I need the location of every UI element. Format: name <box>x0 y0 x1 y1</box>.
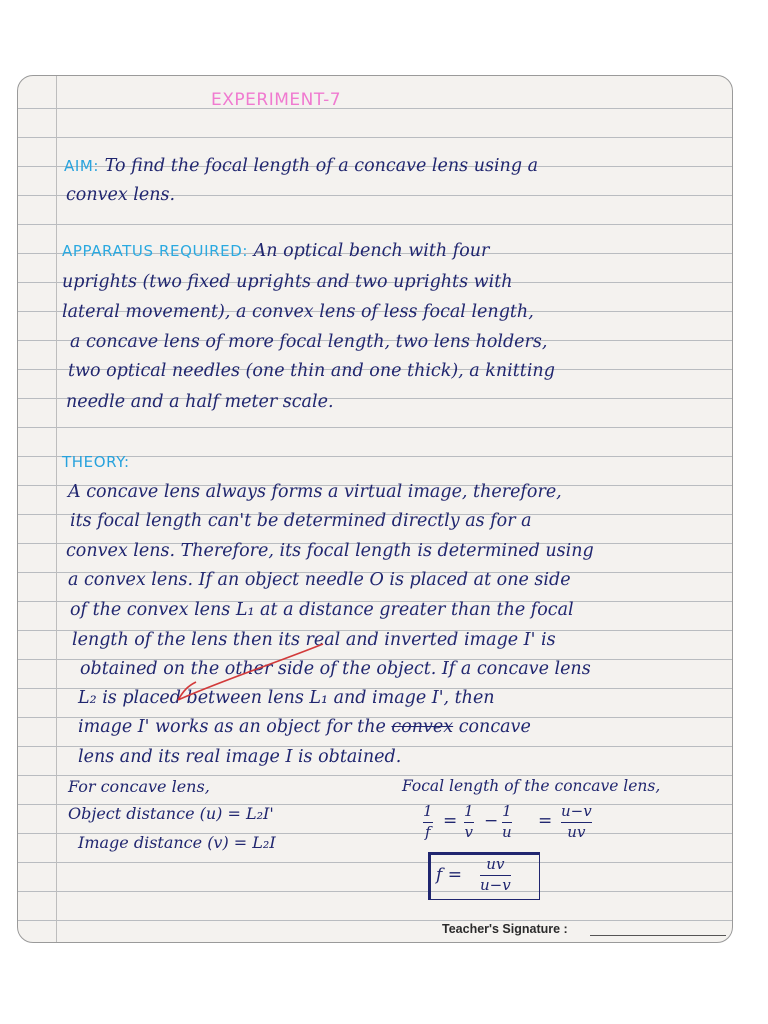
apparatus-line: uprights (two fixed uprights and two uprights with <box>62 272 513 292</box>
fraction-one-over-u <box>502 804 512 841</box>
theory-heading <box>62 454 130 472</box>
theory-line: its focal length can't be determined directly as for a <box>70 511 532 531</box>
numerator: u−v <box>561 802 592 820</box>
theory-line-image <box>78 719 531 737</box>
theory-line: obtained on the other side of the object. If a concave lens <box>80 659 591 679</box>
concave-lens-heading: For concave lens, <box>68 777 210 796</box>
aim-line-2: convex lens. <box>66 185 176 205</box>
theory-line: lens and its real image I is obtained. <box>78 747 402 767</box>
fraction-one-over-f <box>423 804 433 841</box>
numerator: 1 <box>502 802 512 820</box>
denominator: uv <box>567 823 586 842</box>
apparatus-text-1: An optical bench with four <box>253 241 490 261</box>
image-distance: Image distance (v) = L₂I <box>78 833 276 852</box>
theory-image-end: concave <box>458 717 531 737</box>
theory-line: convex lens. Therefore, its focal length is determined using <box>66 541 594 561</box>
box-f-equals: f = <box>436 865 462 885</box>
signature-line[interactable] <box>590 935 726 936</box>
equals-sign: = <box>538 811 553 831</box>
theory-line: of the convex lens L₁ at a distance greater than the focal <box>70 600 574 620</box>
denominator: u−v <box>480 876 511 895</box>
denominator: u <box>502 823 512 842</box>
numerator: 1 <box>464 802 474 820</box>
struck-word: convex <box>391 717 454 737</box>
fraction-u-minus-v-over-uv <box>561 804 592 841</box>
apparatus-line: a concave lens of more focal length, two lens holders, <box>70 332 548 352</box>
apparatus-line: lateral movement), a convex lens of less focal length, <box>62 302 534 322</box>
red-correction-mark <box>108 642 328 712</box>
theory-line: a convex lens. If an object needle O is placed at one side <box>68 570 571 590</box>
denominator: f <box>424 823 431 842</box>
fraction-uv-over-u-minus-v <box>480 857 511 894</box>
theory-image-start: image I' works as an object for the <box>78 717 386 737</box>
margin-line <box>56 76 57 942</box>
notebook-page <box>17 75 733 943</box>
aim-text-1: To find the focal length of a concave lens using a <box>104 156 539 176</box>
aim-label: AIM: <box>64 157 100 175</box>
theory-label: THEORY: <box>62 453 130 471</box>
apparatus-line: needle and a half meter scale. <box>66 392 334 412</box>
aim-line-1 <box>64 158 538 176</box>
apparatus-label: APPARATUS REQUIRED: <box>62 242 249 260</box>
numerator: 1 <box>423 802 433 820</box>
minus-sign: − <box>484 811 499 831</box>
equals-sign: = <box>443 811 458 831</box>
theory-line: A concave lens always forms a virtual image, therefore, <box>68 482 562 502</box>
theory-line: length of the lens then its real and inverted image I' is <box>72 630 556 650</box>
fraction-one-over-v <box>464 804 474 841</box>
focal-length-heading: Focal length of the concave lens, <box>402 777 661 795</box>
numerator: uv <box>486 855 505 873</box>
apparatus-line-1 <box>62 243 489 261</box>
page-title: EXPERIMENT-7 <box>211 90 342 110</box>
apparatus-line: two optical needles (one thin and one thick), a knitting <box>68 361 555 381</box>
teacher-signature-label: Teacher's Signature : <box>442 922 568 936</box>
denominator: v <box>464 823 474 842</box>
theory-line: L₂ is placed between lens L₁ and image I', then <box>78 688 495 708</box>
object-distance: Object distance (u) = L₂I' <box>68 804 274 823</box>
